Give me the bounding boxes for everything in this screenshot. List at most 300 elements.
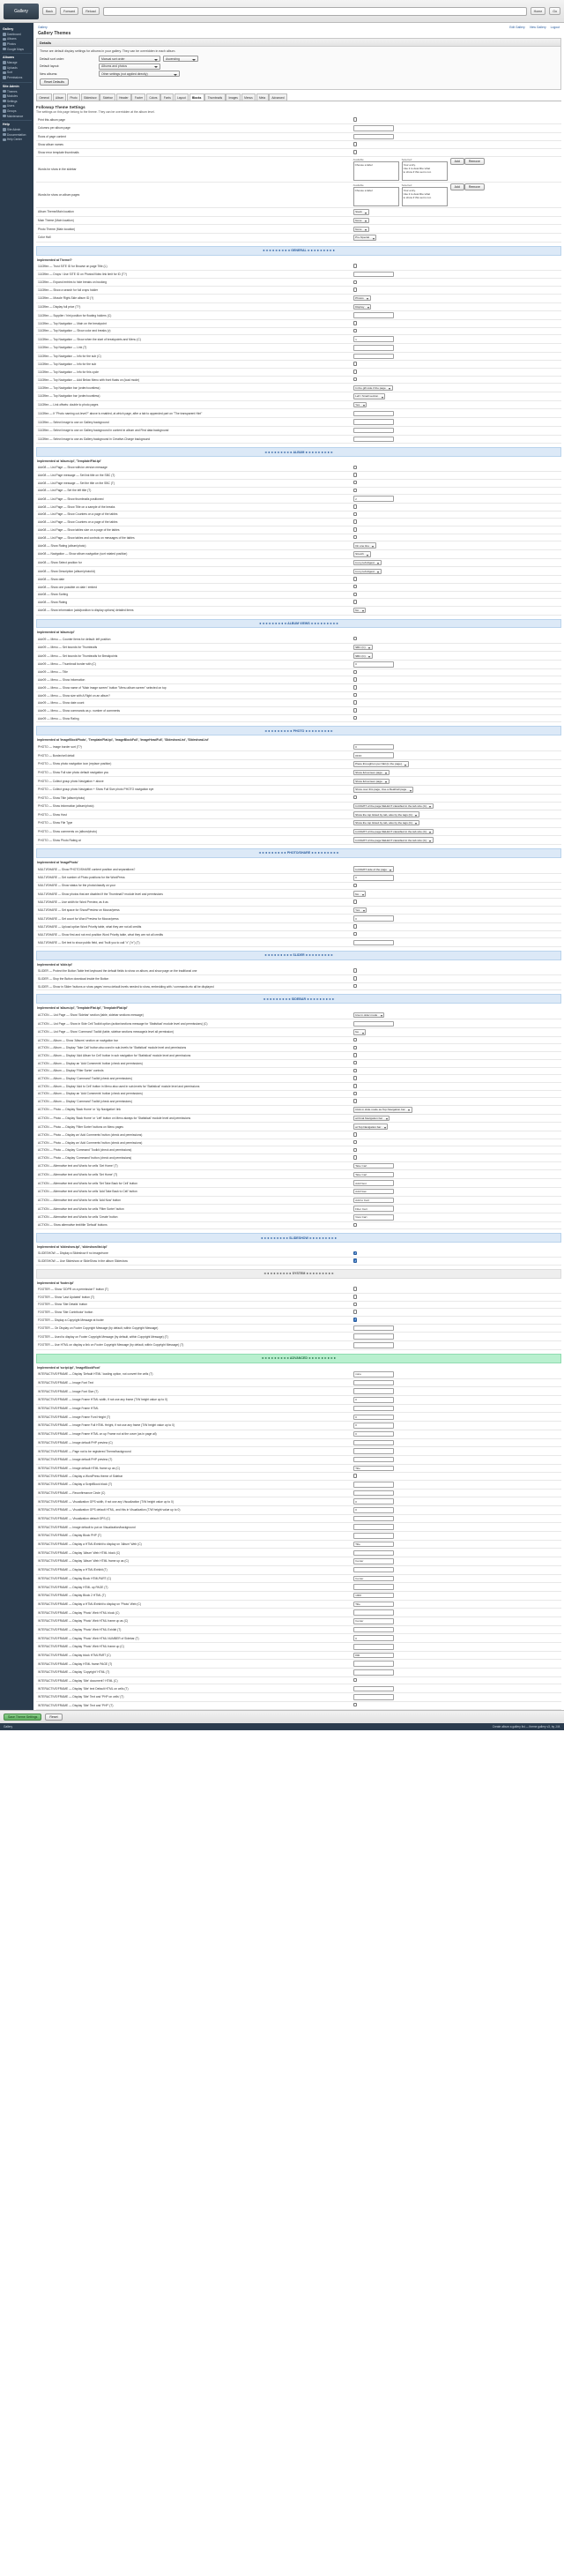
new-albums-select[interactable]: Other settings (not applied directly) [99, 71, 180, 77]
address-bar[interactable] [103, 7, 527, 16]
tab-thumbnails[interactable]: Thumbnails [204, 93, 225, 101]
setting-label: FOOTER — Use HTML on display a link on Footer Copyright Message (by default, within Copyright Message) (T) [38, 1343, 184, 1348]
section-3-setting-9-select[interactable]: Show the top linked by tab, also by the tags (C) [353, 820, 419, 826]
section-0-setting-11-input[interactable] [353, 354, 394, 360]
section-0-setting-20-input[interactable] [353, 428, 394, 434]
table-row [36, 1489, 561, 1497]
section-8-setting-1-checkbox[interactable] [353, 1295, 358, 1299]
tab-blocks[interactable]: Blocks [189, 93, 204, 101]
section-6-setting-10-checkbox[interactable] [353, 1092, 358, 1096]
table-row [36, 982, 561, 990]
setting-label: PHOTO — Collect group photo Navigation + Show Full Size photo PHOTO navigation eye [38, 788, 154, 792]
map-icon [3, 48, 6, 51]
section-0-setting-21-input[interactable] [353, 437, 394, 443]
setting-label: Photo Theme (Main location) [38, 227, 76, 231]
table-row [36, 149, 561, 157]
section-8-setting-6-input[interactable] [353, 1333, 394, 1340]
section-1-setting-2-checkbox[interactable] [353, 481, 358, 485]
section-8-setting-7-input[interactable] [353, 1342, 394, 1348]
section-6-setting-12-select[interactable]: Click in slide mode as Top Navigation bar [353, 1107, 412, 1113]
section-7-setting-1-checkbox[interactable] [353, 1258, 358, 1263]
sidebar-item-label: Groups [7, 108, 17, 113]
tab-menus[interactable]: Menus [241, 93, 256, 101]
section-9-setting-28-input[interactable] [353, 1609, 394, 1616]
section-5-setting-1-checkbox[interactable] [353, 976, 358, 981]
table-row [36, 1506, 561, 1515]
table-row [36, 132, 561, 141]
section-0-setting-16-select[interactable]: Left / Small section [353, 393, 386, 399]
section-4-setting-2-checkbox[interactable] [353, 884, 358, 888]
default-sort-direction-select[interactable]: Ascending [163, 56, 198, 62]
setting-label: ACTION — Album — Display 'Add to Cell' button in Menu also used in sub-levels for 'Statistical' module level and permissions [38, 1084, 200, 1088]
setting-label: INTERACTIVE/FRAME — Display a HTML/Exhibit to display on 'Album' Web (C) [38, 1542, 142, 1547]
setting-label: 1143flex — Top Navigation — Add Below Menu with front floats on (load mode) [38, 377, 140, 382]
section-4-setting-0-select[interactable]: In RIGHT side of the page [353, 866, 394, 872]
section-3-setting-6-checkbox[interactable] [353, 795, 358, 800]
section-6-setting-19-input[interactable]: Take Cart [353, 1163, 394, 1169]
section-6-setting-24-input[interactable]: Filter Cart [353, 1206, 394, 1212]
followup-setting-3-checkbox[interactable] [353, 142, 358, 146]
section-6-setting-13-select[interactable]: at Final Navigation bar [353, 1116, 390, 1122]
dashboard-icon [3, 33, 6, 36]
section-6-setting-8-checkbox[interactable] [353, 1076, 358, 1080]
section-9-setting-36-checkbox[interactable] [353, 1678, 358, 1683]
setting-label: FOOTER — Show 'GDPR on a permission?' button (T) [38, 1288, 109, 1292]
section-5-setting-0-checkbox[interactable] [353, 968, 358, 973]
section-8-setting-0-checkbox[interactable] [353, 1287, 358, 1291]
setting-label: INTERACTIVE/FRAME — Display 'Photo' Web HTML NUMBER of Sidebar (T) [38, 1636, 139, 1640]
section-9-setting-16-input[interactable]: 0 [353, 1507, 394, 1513]
section-6-setting-5-checkbox[interactable] [353, 1053, 358, 1057]
section-9-setting-27-input[interactable]: Title [353, 1602, 394, 1608]
table-row [36, 1161, 561, 1170]
sidebar-item-google-maps[interactable] [2, 47, 32, 52]
section-1-setting-5-checkbox[interactable] [353, 504, 358, 509]
setting-label: ACTION — Album — Display 'Command' Toolkit (check and permissions) [38, 1077, 132, 1081]
section-0-setting-7-checkbox[interactable] [353, 321, 358, 325]
section-4-setting-8-checkbox[interactable] [353, 932, 358, 937]
table-row [36, 287, 561, 295]
section-3-setting-7-select[interactable]: In RIGHT of the page SELECT classified in the tab size (C) [353, 803, 434, 810]
album-icon [3, 38, 6, 41]
tab-header[interactable]: Header [116, 93, 131, 101]
section-4-setting-9-input[interactable] [353, 940, 394, 946]
section-4-setting-1-input[interactable]: 0 [353, 875, 394, 881]
section-6-setting-20-input[interactable]: Take Cart [353, 1172, 394, 1178]
setting-label: 1143flex — Expand entries to hide breaks on booking [38, 280, 108, 285]
home-button[interactable]: Home [531, 7, 546, 15]
section-9-setting-30-input[interactable] [353, 1627, 394, 1633]
tab-slideshow[interactable]: Slideshow [81, 93, 100, 101]
section-3-setting-4-select[interactable]: Show full-screen page [353, 779, 390, 785]
section-6-setting-2-select[interactable]: No [353, 1029, 366, 1035]
reset-defaults-button[interactable]: Reset Defaults [40, 78, 69, 86]
setting-label: 1143flex — Select Image to use as Gallery background in Creative-Charge background [38, 437, 151, 441]
setting-label: Adv08 — Show date [38, 577, 65, 581]
section-6-setting-16-checkbox[interactable] [353, 1140, 358, 1145]
section-6-setting-0-select[interactable]: Use in older mode [353, 1012, 385, 1019]
setting-label: 1143flex — Drops / Use SITE ID on Photos/Video link limit for ID (T?) [38, 273, 127, 277]
table-row [36, 1660, 561, 1669]
table-row [36, 591, 561, 599]
section-8-setting-2-checkbox[interactable] [353, 1303, 358, 1307]
back-button[interactable]: Back [42, 7, 56, 15]
section-9-setting-29-input[interactable]: Center [353, 1618, 394, 1624]
section-0-setting-4-select[interactable]: Photos [353, 295, 371, 302]
section-3-setting-11-select[interactable]: In RIGHT of the page SELECT classified in the tab size (C) [353, 837, 434, 843]
setting-label: ACTION — Alternative text and Words for cells 'Add Now' button [38, 1198, 121, 1202]
section-3-setting-0-input[interactable]: 0 [353, 744, 394, 750]
section-9-setting-25-input[interactable] [353, 1584, 394, 1590]
followup-setting-2-input[interactable] [353, 134, 394, 140]
photo-icon [3, 42, 6, 46]
table-row [36, 182, 561, 207]
section-settings-table [36, 865, 561, 947]
section-9-setting-33-input[interactable]: 800 [353, 1653, 394, 1659]
table-row [36, 1114, 561, 1123]
status-right: Create album a gallery list — theme gallery v3, by J.M. [492, 1724, 560, 1729]
section-6-setting-15-checkbox[interactable] [353, 1132, 358, 1137]
section-0-setting-6-input[interactable] [353, 312, 394, 318]
add-button[interactable]: Add [450, 158, 464, 165]
followup-setting-9-select[interactable]: None [353, 227, 369, 233]
sidebar-item-label: Documentation [7, 132, 26, 137]
selected-label: Selected [401, 183, 412, 187]
section-1-setting-8-checkbox[interactable] [353, 527, 358, 532]
setting-label: 1143flex — Top Navigation bar (order/countless) [38, 385, 100, 390]
table-row [36, 208, 561, 217]
table-row [36, 1557, 561, 1566]
section-9-setting-31-input[interactable]: 0 [353, 1635, 394, 1641]
table-row [36, 1497, 561, 1506]
selected-listbox[interactable]: Your entry. Use it to describe what to show if this set is not. [402, 187, 448, 206]
available-listbox[interactable]: Choose a label [353, 187, 399, 206]
section-0-setting-10-input[interactable] [353, 345, 394, 351]
setting-label: INTERACTIVE/FRAME — Display 'Default HTML' loading option, not convert the cells (T) [38, 1372, 153, 1377]
section-0-setting-15-select[interactable]: In the gift side if the page [353, 385, 393, 392]
setting-label: INTERACTIVE/FRAME — Visualization GPS width, if not use any Visualization (T/W height value up to 0) [38, 1499, 174, 1504]
sidebar-item-label: Photos [7, 41, 16, 46]
tab-advanced[interactable]: Advanced [269, 93, 287, 101]
table-row [36, 1600, 561, 1609]
section-9-setting-0-input[interactable]: none [353, 1371, 394, 1378]
section-6-setting-4-checkbox[interactable] [353, 1046, 358, 1050]
tab-album[interactable]: Album [53, 93, 67, 101]
setting-label: ACTION — List Page — Show in Side Cell Toolkit option (action/sections message for 'Statistical' module level and permissions) (C) [38, 1021, 208, 1026]
sidebar-item-help-center[interactable] [2, 138, 32, 143]
section-1-setting-17-checkbox[interactable] [353, 600, 358, 604]
available-listbox[interactable]: Choose a label [353, 161, 399, 181]
section-1-setting-7-checkbox[interactable] [353, 519, 358, 524]
section-2-setting-0-checkbox[interactable] [353, 637, 358, 641]
setting-label: 1143flex — Trust SITE ID for Browse on page Title (L) [38, 264, 108, 268]
table-row [36, 1324, 561, 1333]
tab-photo[interactable]: Photo [67, 93, 80, 101]
section-6-setting-9-checkbox[interactable] [353, 1084, 358, 1088]
section-6-setting-6-checkbox[interactable] [353, 1061, 358, 1065]
remove-button[interactable]: Remove [464, 158, 485, 165]
sidebar-item-maintenance[interactable] [2, 114, 32, 119]
section-3-setting-1-input[interactable]: #FFF [353, 752, 394, 758]
section-9-setting-7-input[interactable]: 0 [353, 1431, 394, 1437]
section-4-setting-3-select[interactable]: No [353, 891, 366, 897]
section-6-setting-21-input[interactable]: Add Next [353, 1180, 394, 1186]
table-row [36, 311, 561, 320]
section-0-setting-5-select[interactable]: Display [353, 304, 372, 310]
section-6-setting-11-checkbox[interactable] [353, 1099, 358, 1103]
table-row [36, 343, 561, 352]
section-8-setting-5-input[interactable] [353, 1325, 394, 1332]
section-9-setting-26-input[interactable]: 1000 [353, 1593, 394, 1599]
setting-label: Adv08 — List Page message — Set the title on the SBC (T) [38, 481, 115, 485]
table-row [36, 1187, 561, 1196]
table-row [36, 1123, 561, 1131]
section-6-setting-1-input[interactable] [353, 1021, 394, 1027]
section-3-setting-5-select[interactable]: Show over this page, Use a RealCall page [353, 787, 414, 793]
section-1-setting-13-select[interactable]: In my left digest [353, 569, 382, 575]
setting-label: Album Theme/Main location [38, 210, 74, 214]
section-4-setting-4-checkbox[interactable] [353, 900, 358, 904]
section-6-setting-26-checkbox[interactable] [353, 1223, 358, 1228]
tab-colors[interactable]: Colors [146, 93, 160, 101]
followup-setting-10-select[interactable]: Pre-Special [353, 235, 377, 241]
section-0-setting-12-checkbox[interactable] [353, 362, 358, 366]
section-9-setting-19-input[interactable] [353, 1533, 394, 1539]
section-0-setting-1-input[interactable] [353, 272, 394, 278]
section-9-setting-2-input[interactable] [353, 1388, 394, 1394]
section-0-setting-9-input[interactable]: 1 [353, 336, 394, 342]
followup-setting-1-input[interactable] [353, 125, 394, 131]
upload-icon [3, 66, 6, 70]
sidebar-divider [2, 82, 32, 83]
save-theme-settings-button[interactable]: Save Theme Settings [4, 1714, 41, 1721]
setting-label: INTERACTIVE/FRAME — Display 'Photo' Web HTML block (C) [38, 1610, 120, 1615]
table-row [36, 1464, 561, 1473]
section-6-setting-23-input[interactable]: Add to Cart [353, 1198, 394, 1204]
default-layout-select[interactable]: Albums and photos [99, 63, 160, 70]
setting-label: 1143flex — Select Image to use on Gallery background in content in album and First data background [38, 429, 169, 433]
table-row [36, 1523, 561, 1532]
section-6-setting-25-input[interactable]: View Cart [353, 1214, 394, 1221]
section-2-setting-8-checkbox[interactable] [353, 700, 358, 705]
table-row [36, 263, 561, 270]
tab-images[interactable]: Images [226, 93, 241, 101]
default-sort-label: Default sort order: [40, 56, 65, 61]
table-row [36, 1701, 561, 1709]
section-9-setting-6-input[interactable]: 0 [353, 1422, 394, 1429]
section-1-setting-10-select[interactable]: On one line [353, 542, 376, 549]
section-0-setting-0-checkbox[interactable] [353, 264, 358, 268]
section-0-setting-19-input[interactable] [353, 419, 394, 425]
section-1-setting-6-checkbox[interactable] [353, 512, 358, 517]
section-9-setting-1-input[interactable] [353, 1380, 394, 1386]
section-6-setting-3-checkbox[interactable] [353, 1038, 358, 1042]
browser-toolbar [0, 0, 564, 23]
table-row [36, 707, 561, 715]
followup-settings-title: Followup Theme Settings [36, 105, 85, 110]
module-icon [3, 94, 6, 98]
section-2-setting-5-checkbox[interactable] [353, 677, 358, 682]
section-2-setting-3-input[interactable]: 0 [353, 661, 394, 668]
section-9-setting-13-input[interactable] [353, 1482, 394, 1488]
group-icon [3, 109, 6, 113]
section-banner: ◄◄◄◄◄◄◄◄◄ GENERAL ►►►►►►►►► [36, 246, 561, 256]
tab-general[interactable]: General [36, 93, 52, 101]
followup-setting-4-checkbox[interactable] [353, 150, 358, 154]
table-row [36, 156, 561, 182]
section-1-setting-15-checkbox[interactable] [353, 585, 358, 589]
tab-meta[interactable]: Meta [256, 93, 269, 101]
section-9-setting-10-input[interactable] [353, 1457, 394, 1463]
setting-label: PHOTO — Collect group photo Navigation + above [38, 779, 104, 783]
section-6-setting-22-input[interactable]: Add Now [353, 1189, 394, 1195]
section-9-setting-24-input[interactable]: Center [353, 1576, 394, 1582]
setting-label: Adv09 — Menu — Title [38, 670, 68, 675]
section-9-setting-14-input[interactable] [353, 1490, 394, 1497]
section-1-setting-18-select[interactable]: No [353, 608, 366, 614]
forward-button[interactable]: Forward [60, 7, 78, 15]
setting-label: MULTI/SHARE — Use width for Word Preview, as it as [38, 900, 108, 904]
section-4-setting-6-input[interactable]: 0 [353, 915, 394, 922]
section-1-setting-14-checkbox[interactable] [353, 577, 358, 581]
setting-label: 1143flex — Top Navigation — Info for the sub (C) [38, 355, 101, 358]
section-3-setting-10-select[interactable]: In RIGHT of the page SELECT classified in the tab size (C) [353, 829, 434, 835]
settings-section [36, 619, 561, 723]
section-1-setting-3-checkbox[interactable] [353, 489, 358, 493]
table-row [36, 141, 561, 149]
section-4-setting-5-select[interactable]: Yes [353, 907, 367, 914]
section-0-setting-17-select[interactable]: Yes [353, 402, 367, 408]
table-row [36, 1574, 561, 1583]
section-2-setting-9-checkbox[interactable] [353, 708, 358, 713]
section-9-setting-35-input[interactable] [353, 1669, 394, 1676]
setting-label: 1143flex — Display full price (T?) [38, 304, 81, 309]
section-9-setting-15-input[interactable]: 0 [353, 1498, 394, 1505]
section-1-setting-9-checkbox[interactable] [353, 535, 358, 540]
section-2-setting-2-select[interactable]: SBC (C) [353, 653, 373, 659]
setting-label: PHOTO — Show comments on (album/photo) [38, 829, 98, 833]
section-5-setting-2-checkbox[interactable] [353, 984, 358, 989]
setting-label: PHOTO — Border/cell detail [38, 753, 75, 758]
section-0-setting-2-checkbox[interactable] [353, 280, 358, 285]
section-9-setting-32-input[interactable] [353, 1644, 394, 1650]
reload-button[interactable]: Reload [82, 7, 99, 15]
section-9-setting-3-input[interactable]: 0 [353, 1397, 394, 1403]
section-0-setting-3-checkbox[interactable] [353, 287, 358, 292]
tab-layout[interactable]: Layout [174, 93, 189, 101]
section-2-setting-10-checkbox[interactable] [353, 716, 358, 721]
section-9-setting-23-input[interactable] [353, 1567, 394, 1573]
section-6-setting-18-checkbox[interactable] [353, 1155, 358, 1160]
settings-sections [36, 246, 561, 1710]
section-2-setting-6-checkbox[interactable] [353, 685, 358, 690]
section-1-setting-0-checkbox[interactable] [353, 466, 358, 470]
table-row [36, 1258, 561, 1266]
section-9-setting-11-input[interactable]: Title [353, 1466, 394, 1472]
section-9-setting-12-checkbox[interactable] [353, 1474, 358, 1478]
table-row [36, 384, 561, 392]
section-1-setting-4-input[interactable]: 2 [353, 496, 394, 502]
go-button[interactable]: Go [549, 7, 560, 15]
section-9-setting-22-input[interactable]: Center [353, 1558, 394, 1564]
link-edit-gallery[interactable]: Edit Gallery [509, 26, 525, 29]
setting-label: INTERACTIVE/FRAME — Display HTML frame PAGE (T) [38, 1661, 113, 1666]
section-9-setting-8-input[interactable] [353, 1440, 394, 1446]
section-4-setting-7-checkbox[interactable] [353, 924, 358, 929]
section-1-setting-11-select[interactable]: Stretch [353, 551, 371, 557]
setting-label: ACTION — Photo — Display 'Filter Sorter' buttons on Menu pages [38, 1124, 123, 1129]
section-6-setting-17-checkbox[interactable] [353, 1148, 358, 1153]
sidebar-item-permissions[interactable] [2, 75, 32, 80]
reset-button[interactable]: Reset [45, 1714, 62, 1721]
section-9-setting-34-input[interactable] [353, 1661, 394, 1667]
setting-label: Main Theme (Main location) [38, 219, 74, 223]
section-9-setting-17-input[interactable] [353, 1516, 394, 1522]
table-row [36, 519, 561, 526]
section-2-setting-1-select[interactable]: SBC (C) [353, 645, 373, 651]
section-3-setting-2-select[interactable]: Place through/on per SEI (in the page) [353, 761, 409, 767]
section-7-setting-0-checkbox[interactable] [353, 1251, 358, 1256]
section-8-setting-3-checkbox[interactable] [353, 1310, 358, 1314]
setting-label: Adv08 — List Page — Set the left title (T) [38, 489, 92, 493]
table-row [36, 503, 561, 511]
section-6-setting-14-select[interactable]: at Top Navigation bar [353, 1124, 389, 1130]
followup-setting-8-select[interactable]: None [353, 218, 369, 224]
section-1-setting-12-select[interactable]: In my left digest [353, 560, 382, 566]
link-logout[interactable]: Logout [550, 26, 560, 29]
setting-label: MULTI/SHARE — Upload option Word Priority table, what they are not all credits [38, 924, 142, 929]
section-9-setting-5-input[interactable]: 0 [353, 1415, 394, 1421]
section-0-setting-8-checkbox[interactable] [353, 329, 358, 333]
folder-icon [3, 61, 6, 64]
table-row [36, 352, 561, 361]
selected-listbox[interactable]: Your entry. Use it to describe what to show if this set is not. [402, 161, 448, 181]
default-sort-select[interactable]: Manual sort order [99, 56, 160, 62]
link-view-gallery[interactable]: View Gallery [529, 26, 546, 29]
setting-label: Adv08 — Show Description (album/photo/id) [38, 569, 95, 573]
section-6-setting-7-checkbox[interactable] [353, 1069, 358, 1073]
tab-footer[interactable]: Footer [131, 93, 145, 101]
tab-sidebar[interactable]: Sidebar [100, 93, 115, 101]
section-9-setting-4-input[interactable] [353, 1406, 394, 1412]
section-2-setting-4-checkbox[interactable] [353, 670, 358, 675]
section-3-setting-8-select[interactable]: Show the top linked by tab, also by the tags (C) [353, 811, 419, 818]
section-9-setting-18-input[interactable] [353, 1524, 394, 1530]
section-1-setting-16-checkbox[interactable] [353, 593, 358, 597]
section-0-setting-18-input[interactable] [353, 411, 394, 417]
section-9-setting-9-input[interactable] [353, 1448, 394, 1454]
add-button[interactable]: Add [450, 183, 464, 190]
section-9-setting-38-input[interactable] [353, 1694, 394, 1700]
table-row [36, 400, 561, 409]
section-3-setting-3-select[interactable]: Show full-screen page [353, 770, 390, 776]
section-settings-table [36, 1286, 561, 1350]
section-8-setting-4-checkbox[interactable] [353, 1318, 358, 1322]
tab-fonts[interactable]: Fonts [160, 93, 174, 101]
section-9-setting-20-input[interactable]: Title [353, 1542, 394, 1548]
remove-button[interactable]: Remove [464, 183, 485, 190]
section-9-setting-37-input[interactable] [353, 1686, 394, 1692]
section-9-setting-39-checkbox[interactable] [353, 1703, 358, 1707]
section-0-setting-14-checkbox[interactable] [353, 377, 358, 382]
section-9-setting-21-input[interactable] [353, 1550, 394, 1557]
section-0-setting-13-checkbox[interactable] [353, 370, 358, 374]
followup-setting-7-select[interactable]: Stack [353, 209, 369, 215]
section-2-setting-7-checkbox[interactable] [353, 693, 358, 698]
section-1-setting-1-checkbox[interactable] [353, 473, 358, 477]
setting-label: Adv09 — Menu — Set bounds for Thumbnails [38, 645, 98, 649]
followup-setting-0-checkbox[interactable] [353, 117, 358, 122]
